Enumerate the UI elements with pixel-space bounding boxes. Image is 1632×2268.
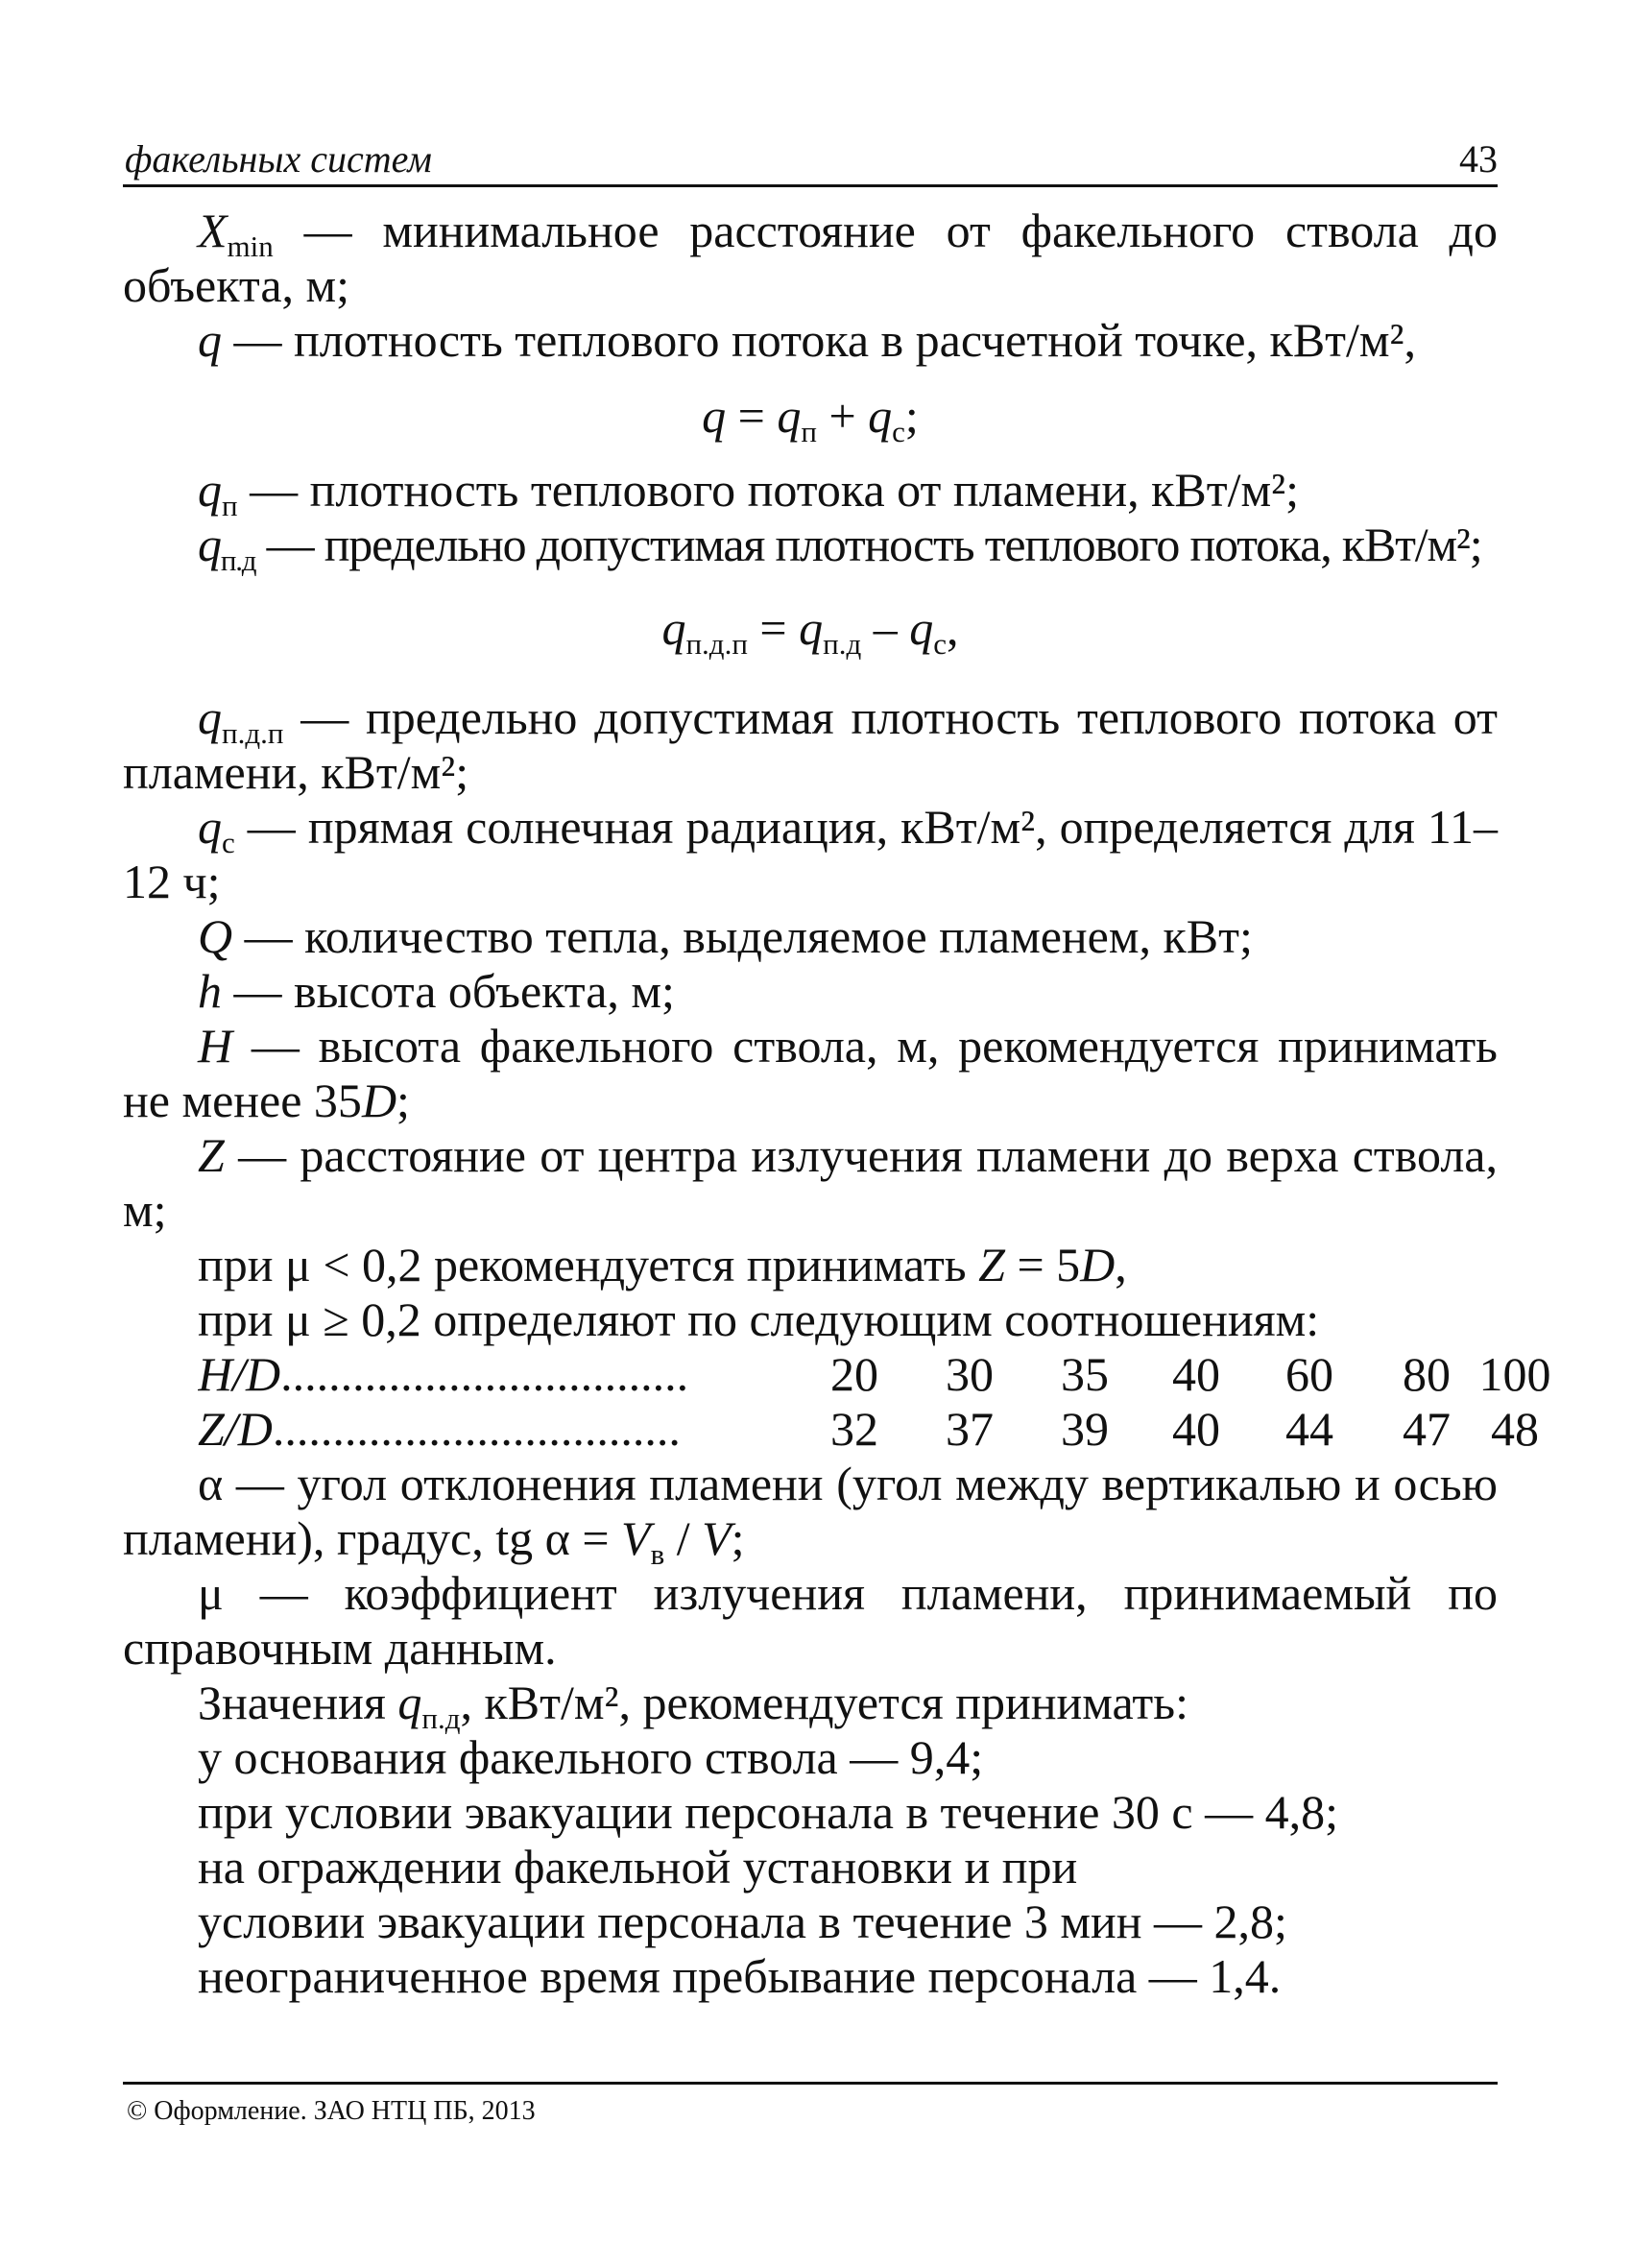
ratio-label — [198, 1402, 875, 1457]
ratio-label — [198, 1347, 875, 1402]
symbol: D — [1080, 1238, 1116, 1291]
ratio-row-zd — [123, 1402, 1539, 1457]
equation-q-sum — [123, 389, 1498, 448]
eq-symbol: q — [868, 389, 893, 443]
definition-alpha — [123, 1457, 1498, 1571]
rule-text: при μ < 0,2 рекомендуется принимать — [198, 1238, 979, 1291]
symbol: q — [397, 1676, 422, 1729]
rule-text: = 5 — [1004, 1238, 1081, 1291]
definition-text: — предельно допустимая плотность теплового потока, кВт/м²; — [255, 518, 1482, 571]
list-item: на ограждении факельной установки и при — [198, 1840, 1078, 1894]
definition-Z — [123, 1128, 1498, 1238]
ratio-cell: 40 — [1172, 1347, 1220, 1401]
eq-subscript: п.д.п — [685, 626, 748, 661]
eq-punct: ; — [904, 389, 919, 443]
eq-symbol: q — [799, 601, 824, 655]
punct: , — [1115, 1238, 1127, 1291]
eq-subscript: п — [801, 414, 817, 448]
definition-text: α — угол отклонения пламени (угол между вертикалью и осью пламени), градус, tg α = — [123, 1457, 1498, 1565]
punct: ; — [396, 1074, 410, 1127]
ratio-row-hd — [123, 1347, 1551, 1402]
page-number: 43 — [1459, 137, 1498, 181]
ratio-cell: 100 — [1478, 1347, 1551, 1401]
leader-dots: .................................. — [272, 1402, 681, 1456]
eq-punct: , — [947, 601, 959, 655]
eq-symbol: q — [661, 601, 686, 655]
definition-text: — высота факельного ствола, м, рекомендуется принимать не менее 35 — [123, 1019, 1498, 1127]
equation-q-pdp — [123, 601, 1498, 661]
subscript: с — [222, 825, 235, 859]
symbol: Q — [198, 909, 233, 963]
ratio-cell: 37 — [946, 1402, 994, 1456]
running-header — [123, 134, 1498, 187]
symbol: q — [198, 690, 222, 744]
list-item: неограниченное время пребывание персонала — 1,4. — [198, 1949, 1282, 2003]
document-page — [123, 0, 1551, 2268]
definition-text: — прямая солнечная радиация, кВт/м², определяется для 11–12 ч; — [123, 800, 1498, 908]
z-rule-high-mu — [123, 1292, 1498, 1347]
eq-operator: + — [816, 389, 869, 443]
list-item: у основания факельного ствола — 9,4; — [198, 1730, 984, 1784]
leader-dots: .................................. — [280, 1347, 689, 1401]
definition-xmin — [123, 204, 1498, 313]
symbol: Z — [198, 1128, 225, 1182]
symbol: h — [198, 964, 222, 1018]
eq-subscript: с — [892, 414, 905, 448]
definition-text: — плотность теплового потока в расчетной точке, кВт/м², — [222, 313, 1417, 367]
eq-symbol: q — [909, 601, 934, 655]
ratio-label-text: Z/D — [198, 1402, 273, 1456]
symbol: Z — [978, 1238, 1005, 1291]
definition-q-p — [123, 463, 1498, 522]
ratio-cell: 40 — [1172, 1402, 1220, 1456]
definition-mu — [123, 1566, 1498, 1676]
definition-q-c — [123, 800, 1498, 909]
definition-q-pd — [123, 518, 1498, 577]
eq-operator: – — [861, 601, 910, 655]
ratio-cell: 35 — [1061, 1347, 1109, 1401]
symbol: X — [198, 204, 228, 257]
symbol: D — [361, 1074, 397, 1127]
definition-text: — количество тепла, выделяемое пламенем, кВт; — [232, 909, 1253, 963]
page-footer — [123, 2082, 1498, 2129]
eq-symbol: q — [702, 389, 727, 443]
running-header-title: факельных систем — [125, 137, 432, 181]
ratio-cell: 39 — [1061, 1402, 1109, 1456]
ratio-cell: 32 — [830, 1402, 878, 1456]
eq-subscript: с — [933, 626, 948, 661]
recommended-values-list — [123, 1730, 1498, 2004]
ratio-table — [123, 1347, 1551, 1457]
eq-operator: = — [747, 601, 800, 655]
eq-operator: = — [726, 389, 778, 443]
definition-text: — предельно допустимая плотность теплового потока от пламени, кВт/м²; — [123, 690, 1498, 799]
punct: ; — [731, 1511, 745, 1565]
eq-subscript: п.д — [823, 626, 862, 661]
definition-text: — плотность теплового потока от пламени, кВт/м²; — [237, 463, 1299, 517]
subscript: п — [222, 488, 238, 522]
operator: / — [664, 1511, 703, 1565]
subscript: п.д — [421, 1701, 461, 1735]
symbol: H — [198, 1019, 233, 1073]
symbol: V — [621, 1511, 651, 1565]
ratio-cell: 20 — [830, 1347, 878, 1401]
document-body — [123, 204, 1551, 2004]
definition-text: — минимальное расстояние от факельного ствола до объекта, м; — [123, 204, 1498, 312]
ratio-cell: 60 — [1285, 1347, 1333, 1401]
definition-Q — [123, 909, 1498, 964]
subscript: min — [227, 229, 274, 263]
rule-text: при μ ≥ 0,2 определяют по следующим соотношениям: — [198, 1292, 1320, 1346]
definition-q-pdp — [123, 690, 1498, 800]
ratio-cell: 48 — [1491, 1402, 1539, 1456]
ratio-cell: 47 — [1403, 1402, 1451, 1456]
definition-q — [123, 313, 1498, 368]
symbol: V — [702, 1511, 732, 1565]
intro-text: Значения — [198, 1676, 398, 1729]
ratio-cell: 30 — [946, 1347, 994, 1401]
ratio-cell: 44 — [1285, 1402, 1333, 1456]
z-rule-low-mu — [123, 1238, 1498, 1292]
copyright-notice: © Оформление. ЗАО НТЦ ПБ, 2013 — [127, 2096, 536, 2126]
ratio-label-text: H/D — [198, 1347, 281, 1401]
symbol: q — [198, 313, 222, 367]
eq-symbol: q — [777, 389, 802, 443]
subscript: в — [650, 1536, 665, 1571]
symbol: q — [198, 518, 221, 571]
subscript: п.д — [220, 543, 256, 577]
definition-text: μ — коэффициент излучения пламени, принимаемый по справочным данным. — [123, 1566, 1498, 1675]
ratio-cell: 80 — [1403, 1347, 1451, 1401]
definition-text: — расстояние от центра излучения пламени до верха ствола, м; — [123, 1128, 1498, 1237]
symbol: q — [198, 463, 222, 517]
symbol: q — [198, 800, 222, 854]
intro-text: , кВт/м², рекомендуется принимать: — [460, 1676, 1188, 1729]
list-item: при условии эвакуации персонала в течение 30 с — 4,8; — [198, 1785, 1338, 1839]
list-item: условии эвакуации персонала в течение 3 мин — 2,8; — [198, 1894, 1287, 1948]
subscript: п.д.п — [222, 715, 284, 750]
recommended-values-intro — [123, 1676, 1498, 1735]
definition-h — [123, 964, 1498, 1019]
definition-H — [123, 1019, 1498, 1128]
definition-text: — высота объекта, м; — [222, 964, 675, 1018]
